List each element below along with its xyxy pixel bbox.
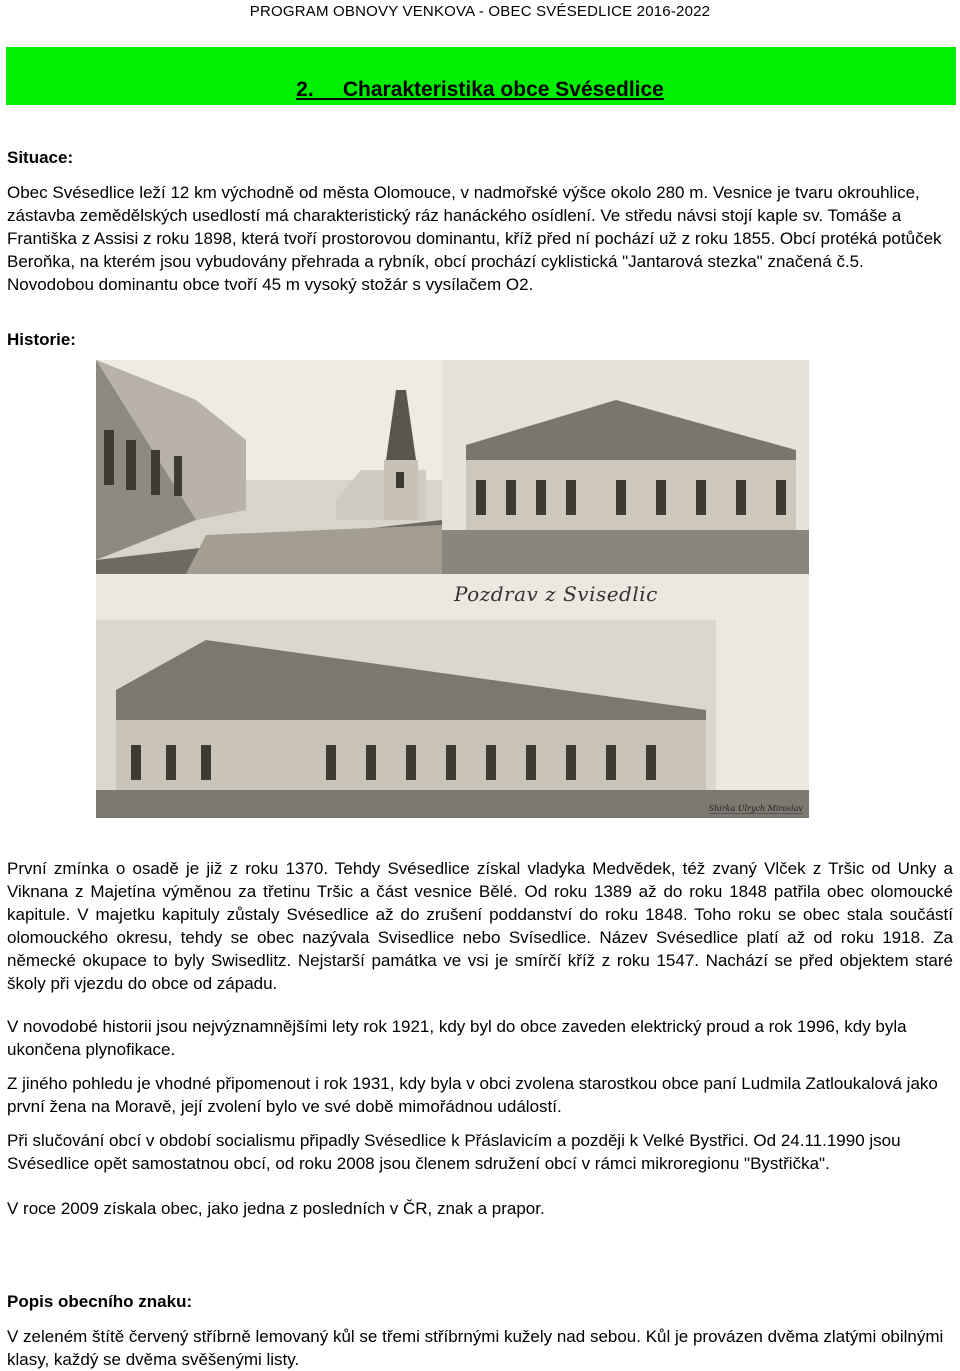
situation-heading: Situace: <box>7 148 74 167</box>
chapter-number: 2. <box>296 78 314 101</box>
chapter-title <box>0 78 960 102</box>
emblem-heading: Popis obecního znaku: <box>7 1292 193 1311</box>
history-paragraph-2: V novodobé historii jsou nejvýznamnějšími lety rok 1921, kdy byl do obce zaveden elektrický proud a rok 1996, kdy byla ukončena plynofikace. <box>7 1017 907 1059</box>
postcard-greeting: Pozdrav z Svisedlic <box>454 582 658 606</box>
history-heading: Historie: <box>7 330 76 349</box>
history-paragraph-5: V roce 2009 získala obec, jako jedna z posledních v ČR, znak a prapor. <box>7 1199 545 1218</box>
page-header: PROGRAM OBNOVY VENKOVA - OBEC SVÉSEDLICE 2016-2022 <box>249 3 711 20</box>
chapter-title-text: Charakteristika obce Svésedlice <box>342 78 664 101</box>
history-paragraph-3: Z jiného pohledu je vhodné připomenout i rok 1931, kdy byla v obci zvolena starostkou obce paní Ludmila Zatloukalová jako první žena na Moravě, její zvolení bylo ve své době mimořádnou událostí. <box>7 1074 938 1116</box>
situation-text: Obec Svésedlice leží 12 km východně od města Olomouce, v nadmořské výšce okolo 280 m. Vesnice je tvaru okrouhlice, zástavba zemědělských usedlostí má charakteristický ráz hanáckého osídlení. Ve středu návsi stojí kaple sv. Tomáše a Františka z Assisi z roku 1898, která tvoří prostorovou dominantu, kříž před ní pochází už z roku 1855. Obcí protéká potůček Beroňka, na kterém jsou vybudovány přehrada a rybník, obcí prochází cyklistická "Jantarová stezka" značená č.5. Novodobou dominantu obce tvoří 45 m vysoký stožár s vysílačem O2. <box>7 183 942 294</box>
history-paragraph-1: První zmínka o osadě je již z roku 1370. Tehdy Svésedlice získal vladyka Medvědek, též zvaný Vlček z Tršic od Unky a Viknana z Majetína výměnou za třetinu Tršic a část vesnice Bělé. Od roku 1389 až do roku 1848 patřila obec olomoucké kapitule. V majetku kapituly zůstaly Svésedlice až do zrušení poddanství do roku 1848. Toho roku se obec stala součástí olomouckého okresu, tehdy se obec nazývala Svisedlice nebo Svísedlice. Název Svésedlice platí až od roku 1918. Za německé okupace to byly Swisedlitz. Nejstarší památka ve vsi je smírčí kříž z roku 1547. Nachází se před objektem staré školy při vjezdu do obce od západu. <box>7 859 953 993</box>
postcard-signature: Shirka Ulrych Miroslav <box>708 804 803 813</box>
history-paragraph-4: Při slučování obcí v období socialismu připadly Svésedlice k Přáslavicím a později k Velké Bystřici. Od 24.11.1990 jsou Svésedlice opět samostatnou obcí, od roku 2008 jsou členem sdružení obcí v rámci mikroregionu "Bystřička". <box>7 1131 901 1173</box>
postcard-illustration <box>96 360 809 818</box>
emblem-text: V zeleném štítě červený stříbrně lemovaný kůl se třemi stříbrnými kužely nad sebou. Kůl je provázen dvěma zlatými obilnými klasy, každý se dvěma svěšenými listy. <box>7 1327 944 1369</box>
historic-postcard-image <box>96 360 809 818</box>
